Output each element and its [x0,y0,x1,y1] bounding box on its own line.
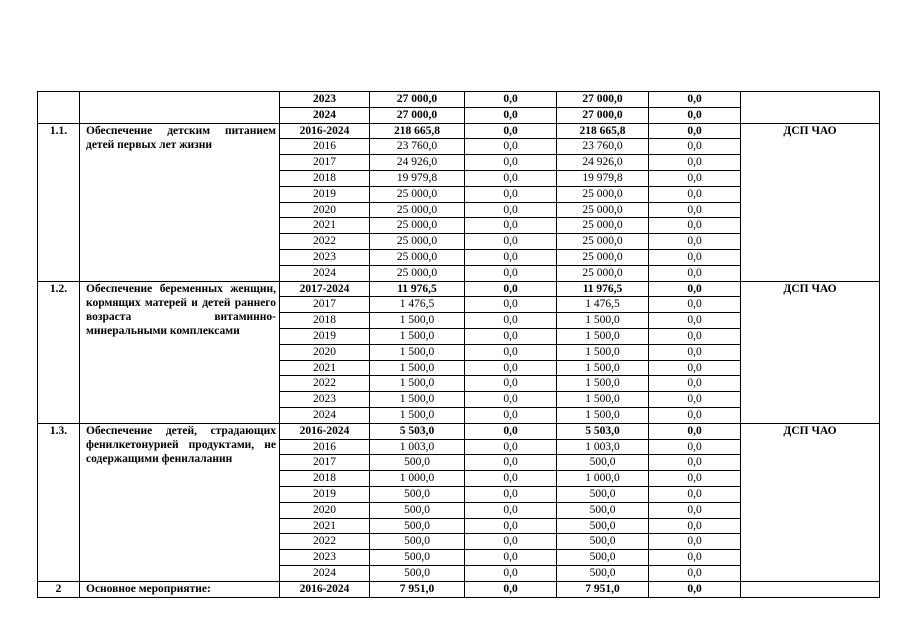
total-cell: 500,0 [370,518,465,534]
year-cell: 2020 [280,344,370,360]
other-cell: 0,0 [649,297,741,313]
other-cell: 0,0 [649,155,741,171]
row-number: 1.2. [38,281,80,423]
other-cell: 0,0 [649,186,741,202]
year-cell: 2024 [280,565,370,581]
total-cell: 500,0 [370,486,465,502]
total-cell: 25 000,0 [370,202,465,218]
total-cell: 23 760,0 [370,139,465,155]
federal-cell: 0,0 [465,518,557,534]
federal-cell: 0,0 [465,202,557,218]
year-cell: 2018 [280,471,370,487]
district-cell: 25 000,0 [557,234,649,250]
federal-cell: 0,0 [465,407,557,423]
other-cell: 0,0 [649,139,741,155]
district-cell: 500,0 [557,518,649,534]
year-cell: 2016 [280,139,370,155]
measure-name: Обеспечение детей, страдающих фенилкетонурией продуктами, не содержащими фенилаланин [80,423,280,581]
total-cell: 500,0 [370,534,465,550]
row-number: 2 [38,581,80,597]
year-cell: 2022 [280,534,370,550]
federal-cell: 0,0 [465,502,557,518]
other-cell: 0,0 [649,249,741,265]
year-cell: 2022 [280,234,370,250]
year-cell: 2021 [280,518,370,534]
district-cell: 25 000,0 [557,265,649,281]
total-cell: 500,0 [370,565,465,581]
year-cell: 2022 [280,376,370,392]
district-cell: 1 000,0 [557,471,649,487]
district-cell: 500,0 [557,502,649,518]
other-cell: 0,0 [649,265,741,281]
total-cell: 1 500,0 [370,392,465,408]
other-cell: 0,0 [649,486,741,502]
federal-cell: 0,0 [465,376,557,392]
district-cell: 500,0 [557,455,649,471]
federal-cell: 0,0 [465,155,557,171]
federal-cell: 0,0 [465,92,557,108]
year-cell: 2023 [280,249,370,265]
district-cell: 25 000,0 [557,186,649,202]
table-row [38,581,880,597]
other-cell: 0,0 [649,423,741,439]
district-cell: 218 665,8 [557,123,649,139]
district-cell: 11 976,5 [557,281,649,297]
district-cell: 1 500,0 [557,344,649,360]
total-cell: 27 000,0 [370,107,465,123]
total-cell: 25 000,0 [370,249,465,265]
measure-name [80,92,280,124]
district-cell: 1 500,0 [557,360,649,376]
district-cell: 25 000,0 [557,249,649,265]
total-cell: 500,0 [370,502,465,518]
total-cell: 218 665,8 [370,123,465,139]
federal-cell: 0,0 [465,170,557,186]
year-cell: 2019 [280,486,370,502]
federal-cell: 0,0 [465,486,557,502]
year-cell: 2019 [280,328,370,344]
total-cell: 500,0 [370,455,465,471]
district-cell: 500,0 [557,486,649,502]
other-cell: 0,0 [649,234,741,250]
district-cell: 25 000,0 [557,218,649,234]
federal-cell: 0,0 [465,265,557,281]
year-cell: 2023 [280,92,370,108]
district-cell: 5 503,0 [557,423,649,439]
other-cell: 0,0 [649,92,741,108]
federal-cell: 0,0 [465,534,557,550]
total-cell: 1 500,0 [370,360,465,376]
federal-cell: 0,0 [465,581,557,597]
year-cell: 2021 [280,360,370,376]
other-cell: 0,0 [649,392,741,408]
table-row [38,281,880,297]
total-cell: 25 000,0 [370,234,465,250]
year-cell: 2024 [280,407,370,423]
federal-cell: 0,0 [465,107,557,123]
year-cell: 2020 [280,502,370,518]
total-cell: 1 000,0 [370,471,465,487]
federal-cell: 0,0 [465,234,557,250]
district-cell: 1 500,0 [557,328,649,344]
district-cell: 1 500,0 [557,313,649,329]
other-cell: 0,0 [649,550,741,566]
federal-cell: 0,0 [465,297,557,313]
federal-cell: 0,0 [465,455,557,471]
measure-name: Основное мероприятие: [80,581,280,597]
federal-cell: 0,0 [465,218,557,234]
other-cell: 0,0 [649,218,741,234]
other-cell: 0,0 [649,455,741,471]
other-cell: 0,0 [649,502,741,518]
table-row [38,423,880,439]
federal-cell: 0,0 [465,439,557,455]
other-cell: 0,0 [649,170,741,186]
federal-cell: 0,0 [465,328,557,344]
district-cell: 500,0 [557,565,649,581]
row-number: 1.3. [38,423,80,581]
federal-cell: 0,0 [465,344,557,360]
year-cell: 2021 [280,218,370,234]
district-cell: 1 500,0 [557,376,649,392]
total-cell: 1 500,0 [370,344,465,360]
budget-table [37,91,880,598]
federal-cell: 0,0 [465,471,557,487]
total-cell: 1 476,5 [370,297,465,313]
responsible-cell [741,581,880,597]
year-cell: 2016-2024 [280,423,370,439]
district-cell: 27 000,0 [557,107,649,123]
district-cell: 1 500,0 [557,392,649,408]
responsible-cell: ДСП ЧАО [741,423,880,581]
district-cell: 1 003,0 [557,439,649,455]
responsible-cell: ДСП ЧАО [741,123,880,281]
measure-name: Обеспечение детским питанием детей первых лет жизни [80,123,280,281]
year-cell: 2016-2024 [280,581,370,597]
row-number [38,92,80,124]
year-cell: 2017 [280,155,370,171]
year-cell: 2017 [280,455,370,471]
other-cell: 0,0 [649,565,741,581]
total-cell: 500,0 [370,550,465,566]
other-cell: 0,0 [649,281,741,297]
total-cell: 27 000,0 [370,92,465,108]
district-cell: 500,0 [557,550,649,566]
other-cell: 0,0 [649,471,741,487]
district-cell: 1 500,0 [557,407,649,423]
total-cell: 25 000,0 [370,265,465,281]
table-row [38,92,880,108]
other-cell: 0,0 [649,328,741,344]
district-cell: 23 760,0 [557,139,649,155]
district-cell: 7 951,0 [557,581,649,597]
year-cell: 2018 [280,170,370,186]
total-cell: 1 500,0 [370,313,465,329]
total-cell: 19 979,8 [370,170,465,186]
federal-cell: 0,0 [465,123,557,139]
district-cell: 25 000,0 [557,202,649,218]
year-cell: 2024 [280,107,370,123]
district-cell: 24 926,0 [557,155,649,171]
federal-cell: 0,0 [465,360,557,376]
year-cell: 2018 [280,313,370,329]
other-cell: 0,0 [649,534,741,550]
other-cell: 0,0 [649,518,741,534]
table-row [38,123,880,139]
responsible-cell [741,92,880,124]
other-cell: 0,0 [649,376,741,392]
district-cell: 19 979,8 [557,170,649,186]
year-cell: 2023 [280,550,370,566]
total-cell: 1 500,0 [370,376,465,392]
total-cell: 1 500,0 [370,328,465,344]
total-cell: 1 500,0 [370,407,465,423]
federal-cell: 0,0 [465,550,557,566]
total-cell: 25 000,0 [370,186,465,202]
federal-cell: 0,0 [465,139,557,155]
federal-cell: 0,0 [465,186,557,202]
year-cell: 2016-2024 [280,123,370,139]
total-cell: 1 003,0 [370,439,465,455]
year-cell: 2023 [280,392,370,408]
year-cell: 2016 [280,439,370,455]
other-cell: 0,0 [649,202,741,218]
year-cell: 2019 [280,186,370,202]
total-cell: 7 951,0 [370,581,465,597]
federal-cell: 0,0 [465,392,557,408]
row-number: 1.1. [38,123,80,281]
federal-cell: 0,0 [465,281,557,297]
other-cell: 0,0 [649,581,741,597]
other-cell: 0,0 [649,107,741,123]
federal-cell: 0,0 [465,423,557,439]
other-cell: 0,0 [649,313,741,329]
year-cell: 2020 [280,202,370,218]
other-cell: 0,0 [649,439,741,455]
total-cell: 5 503,0 [370,423,465,439]
responsible-cell: ДСП ЧАО [741,281,880,423]
district-cell: 500,0 [557,534,649,550]
total-cell: 25 000,0 [370,218,465,234]
other-cell: 0,0 [649,407,741,423]
federal-cell: 0,0 [465,313,557,329]
federal-cell: 0,0 [465,565,557,581]
year-cell: 2017 [280,297,370,313]
year-cell: 2024 [280,265,370,281]
measure-name: Обеспечение беременных женщин, кормящих матерей и детей раннего возраста витаминно-минеральными комплексами [80,281,280,423]
total-cell: 24 926,0 [370,155,465,171]
federal-cell: 0,0 [465,249,557,265]
other-cell: 0,0 [649,344,741,360]
other-cell: 0,0 [649,360,741,376]
district-cell: 1 476,5 [557,297,649,313]
district-cell: 27 000,0 [557,92,649,108]
other-cell: 0,0 [649,123,741,139]
total-cell: 11 976,5 [370,281,465,297]
year-cell: 2017-2024 [280,281,370,297]
